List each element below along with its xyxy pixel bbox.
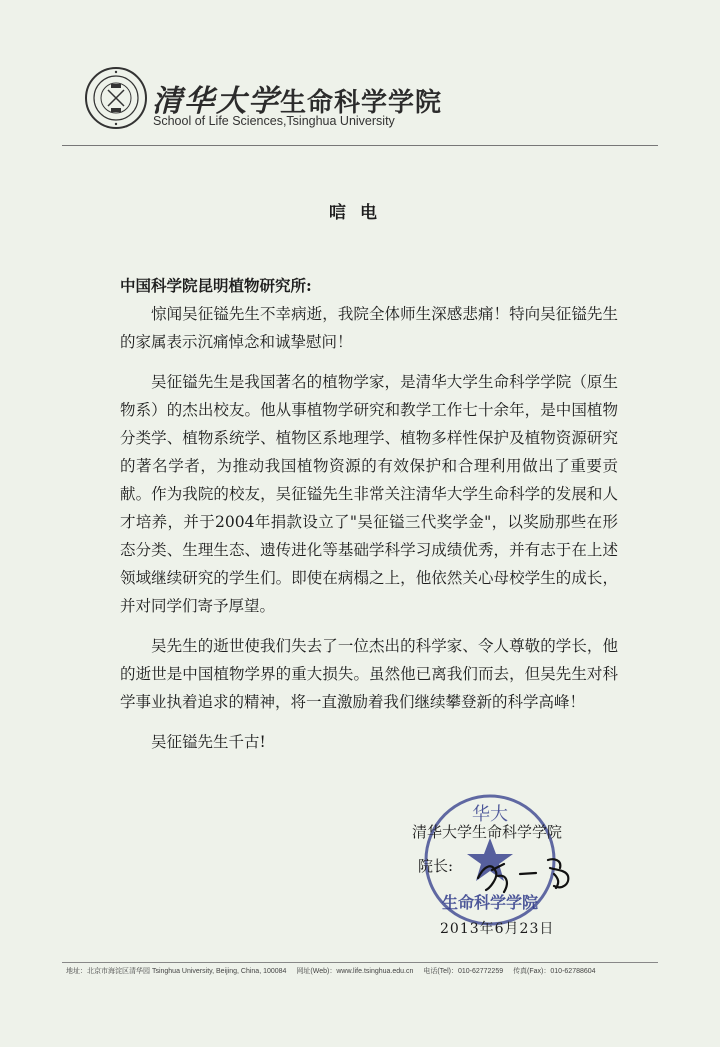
paragraph-2: 吴征镒先生是我国著名的植物学家，是清华大学生命科学学院（原生物系）的杰出校友。他从事植物学研究和教学工作七十余年，是中国植物分类学、植物系统学、植物区系地理学、植物多样性保护及植物资源研究的著名学者，为推动我国植物资源的有效保护和合理利用做出了重要贡献。作为我院的校友，吴征镒先生非常关注清华大学生命科学的发展和人才培养，并于2004年捐款设立了"吴征镒三代奖学金"，以奖励那些在形态分类、生理生态、遗传进化等基础学科学习成绩优秀，并有志于在上述领域继续研究的学生们。即使在病榻之上，他依然关心母校学生的成长，并对同学们寄予厚望。: [120, 373, 618, 615]
handwritten-signature: [470, 848, 580, 898]
stamp-bottom-text: 生命科学学院: [441, 893, 539, 912]
school-name-en: School of Life Sciences,Tsinghua University: [153, 114, 395, 128]
farewell: 吴征镒先生千古!: [151, 733, 266, 751]
university-name: 清华大学: [152, 84, 280, 119]
footer-fax: 传真(Fax)：010-62788604: [513, 968, 596, 975]
dean-label: 院长:: [418, 857, 454, 875]
header-divider: [62, 145, 658, 146]
salutation: 中国科学院昆明植物研究所:: [120, 276, 312, 295]
letter-title: 唁电: [329, 203, 391, 223]
footer-contact: [66, 966, 604, 976]
footer-divider: [62, 962, 658, 963]
footer-address: 地址：北京市海淀区清华园 Tsinghua University, Beijing, China, 100084: [66, 968, 287, 975]
school-name: 生命科学学院: [280, 88, 443, 118]
letter-date: 2013年6月23日: [440, 921, 555, 937]
tsinghua-seal-logo: [84, 66, 148, 130]
paragraph-1: 惊闻吴征镒先生不幸病逝，我院全体师生深感悲痛！特向吴征镒先生的家属表示沉痛悼念和诚挚慰问！: [120, 305, 618, 351]
footer-phone: 电话(Tel)：010-62772259: [423, 968, 504, 975]
stamp-top-text: 华大: [472, 804, 508, 825]
letter-body: [120, 272, 618, 756]
footer-website: 网址(Web)：www.life.tsinghua.edu.cn: [296, 968, 414, 975]
paragraph-3: 吴先生的逝世使我们失去了一位杰出的科学家、令人尊敬的学长，他的逝世是中国植物学界的重大损失。虽然他已离我们而去，但吴先生对科学事业执着追求的精神，将一直激励着我们继续攀登新的科学高峰！: [120, 637, 618, 711]
signatory-organization: 清华大学生命科学学院: [412, 823, 563, 841]
